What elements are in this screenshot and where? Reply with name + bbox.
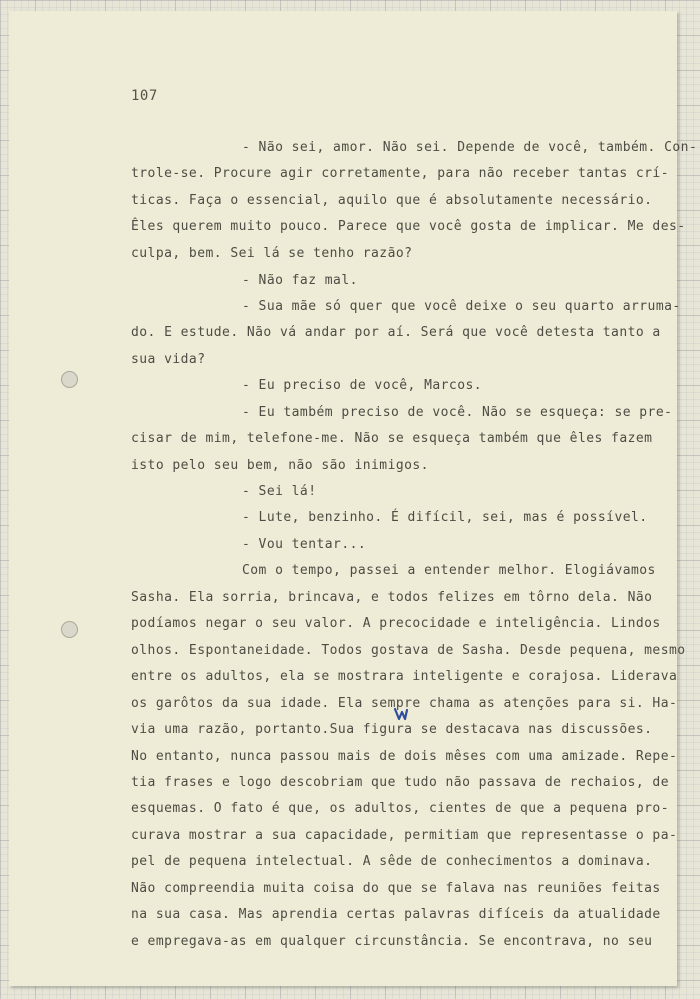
text-line: e empregava-as em qualquer circunstância. Se encontrava, no seu — [131, 934, 653, 949]
text-line: Não compreendia muita coisa do que se falava nas reuniões feitas — [131, 881, 661, 896]
page-number: 107 — [131, 88, 158, 104]
text-line: Êles querem muito pouco. Parece que você gosta de implicar. Me des- — [131, 219, 686, 234]
text-line: via uma razão, portanto.Sua figura se destacava nas discussões. — [131, 722, 653, 737]
text-line: - Não faz mal. — [242, 273, 358, 288]
text-line: sua vida? — [131, 352, 206, 367]
text-line: - Lute, benzinho. É difícil, sei, mas é possível. — [242, 510, 648, 525]
text-line: Sasha. Ela sorria, brincava, e todos felizes em tôrno dela. Não — [131, 590, 653, 605]
text-line: - Sua mãe só quer que você deixe o seu quarto arruma- — [242, 299, 681, 314]
text-line: ticas. Faça o essencial, aquilo que é absolutamente necessário. — [131, 193, 653, 208]
text-line: do. E estude. Não vá andar por aí. Será que você detesta tanto a — [131, 325, 661, 340]
text-line: isto pelo seu bem, não são inimigos. — [131, 458, 429, 473]
text-line: trole-se. Procure agir corretamente, para não receber tantas crí- — [131, 166, 669, 181]
text-line: culpa, bem. Sei lá se tenho razão? — [131, 246, 413, 261]
text-line: - Vou tentar... — [242, 537, 367, 552]
text-line: pel de pequena intelectual. A sêde de conhecimentos a dominava. — [131, 854, 653, 869]
punch-hole — [61, 371, 78, 388]
text-line: curava mostrar a sua capacidade, permitiam que representasse o pa- — [131, 828, 678, 843]
text-line: na sua casa. Mas aprendia certas palavras difíceis da atualidade — [131, 907, 661, 922]
text-line: - Não sei, amor. Não sei. Depende de você, também. Con- — [242, 140, 698, 155]
text-line: No entanto, nunca passou mais de dois mêses com uma amizade. Repe- — [131, 749, 678, 764]
text-line: podíamos negar o seu valor. A precocidade e inteligência. Lindos — [131, 616, 661, 631]
pen-correction-mark — [393, 706, 409, 722]
text-line: tia frases e logo descobriam que tudo não passava de rechaios, de — [131, 775, 669, 790]
punch-hole — [61, 621, 78, 638]
text-line: - Eu também preciso de você. Não se esqueça: se pre- — [242, 405, 673, 420]
text-line: entre os adultos, ela se mostrara inteligente e corajosa. Liderava — [131, 669, 678, 684]
text-line: os garôtos da sua idade. Ela sempre chama as atenções para si. Ha- — [131, 696, 678, 711]
text-line: - Sei lá! — [242, 484, 317, 499]
text-line: Com o tempo, passei a entender melhor. Elogiávamos — [242, 563, 656, 578]
text-line: esquemas. O fato é que, os adultos, cientes de que a pequena pro- — [131, 801, 669, 816]
text-line: - Eu preciso de você, Marcos. — [242, 378, 483, 393]
text-line: cisar de mim, telefone-me. Não se esqueça também que êles fazem — [131, 431, 653, 446]
text-line: olhos. Espontaneidade. Todos gostava de Sasha. Desde pequena, mesmo — [131, 643, 686, 658]
